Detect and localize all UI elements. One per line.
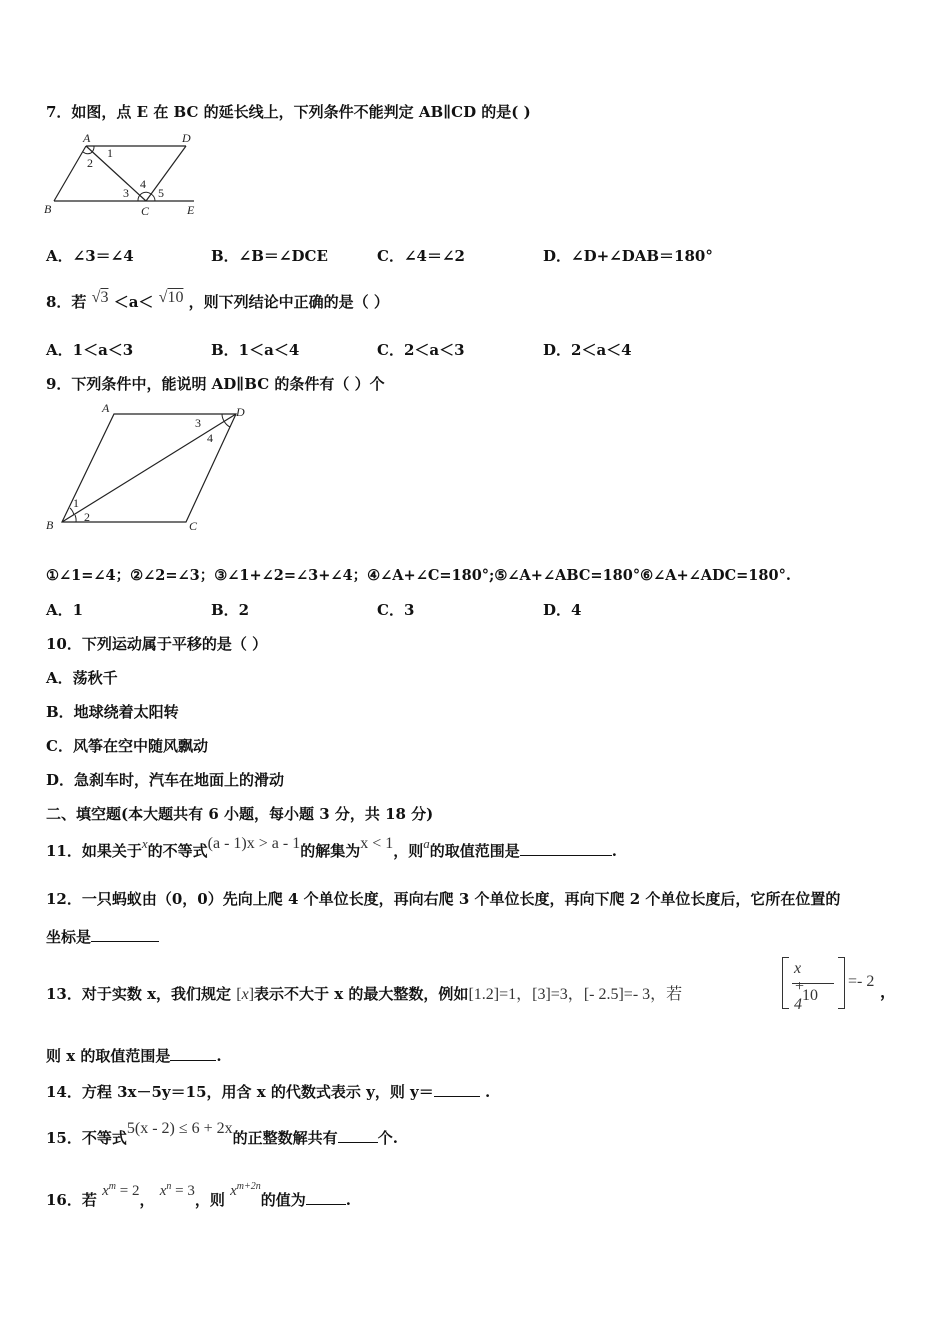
q13-line2: [46, 1046, 222, 1066]
q12-answer-blank[interactable]: [91, 927, 159, 942]
q7-arc-a: [91, 146, 94, 153]
q16-expr2-base: x: [159, 1183, 167, 1199]
q15-p1: 15．不等式: [46, 1129, 127, 1147]
q8-suffix: ，则下列结论中正确的是（ ）: [188, 293, 389, 311]
q13-line2-end: .: [216, 1047, 222, 1065]
q7-option-d[interactable]: D．∠D+∠DAB＝180°: [543, 247, 713, 265]
q13-answer-blank[interactable]: [170, 1046, 216, 1061]
q16-expr1-sup: m: [108, 1181, 117, 1192]
q7-option-b[interactable]: B．∠B＝∠DCE: [211, 247, 328, 265]
q8-sqrt10-radicand: 10: [167, 289, 184, 306]
q7-label-c: C: [141, 204, 150, 218]
q13-eq3: =- 3，若: [623, 986, 683, 1003]
q10-option-b[interactable]: B．地球绕着太阳转: [46, 703, 179, 721]
q8-lt: ＜a＜: [113, 293, 154, 311]
q7-label-e: E: [187, 203, 195, 217]
q11-p2: 的不等式: [147, 842, 208, 860]
q14-text: 14．方程 3x－5y＝15，用含 x 的代数式表示 y，则 y＝: [46, 1083, 434, 1101]
q9-label-b: B: [46, 518, 54, 532]
q9-arc-b2: [75, 515, 76, 522]
q12-line2-text: 坐标是: [46, 928, 92, 946]
q11-p4: ，则: [393, 842, 424, 860]
q16-p1: 16．若: [46, 1191, 97, 1209]
q11-var-x: x: [141, 836, 148, 851]
q13-ex1-val: 1.2: [473, 986, 494, 1003]
q7-label-b: B: [44, 202, 52, 216]
q7-angle-4: 4: [140, 177, 146, 191]
q12-line1: 12．一只蚂蚁由（0，0）先向上爬 4 个单位长度，再向右爬 3 个单位长度，再向下爬 2 个单位长度后，它所在位置的: [46, 890, 841, 908]
q7-line-ac: [86, 146, 146, 201]
q13-ex1: [1.2]: [468, 986, 500, 1003]
q15-p3: 个.: [377, 1129, 398, 1147]
q8-prefix: 8．若: [46, 293, 87, 311]
q9-label-c: C: [189, 519, 198, 533]
q7-label-a: A: [83, 131, 91, 145]
q7-line-dc: [146, 146, 186, 201]
q7-option-a[interactable]: A．∠3＝∠4: [46, 247, 134, 265]
q7-arc-c2: [151, 194, 155, 201]
q11-p1: 11．如果关于: [46, 842, 142, 860]
q11-solution: x < 1: [360, 835, 394, 852]
q7-stem: 7．如图，点 E 在 BC 的延长线上，下列条件不能判定 AB∥CD 的是( ): [46, 103, 531, 121]
q13-p2: 表示不大于 x 的最大整数，例如: [254, 985, 469, 1003]
q7-angle-3: 3: [123, 186, 129, 200]
q13-fraction-den: 10: [802, 987, 818, 1004]
q9-label-a: A: [102, 401, 110, 415]
q13-right-bracket: [838, 957, 845, 1009]
q16-expr1-rest: = 2: [116, 1183, 140, 1199]
q15-answer-blank[interactable]: [338, 1128, 378, 1143]
q13-fraction-num: x + 4: [794, 960, 805, 1013]
q9-option-d[interactable]: D．4: [543, 601, 582, 619]
q13-eq2: =3，: [550, 986, 584, 1003]
q16-answer-blank[interactable]: [306, 1190, 346, 1205]
q7-angle-5: 5: [158, 186, 164, 200]
q10-option-c[interactable]: C．风筝在空中随风飘动: [46, 737, 208, 755]
q9-arc-d2: [224, 421, 230, 427]
q8-option-d[interactable]: D．2＜a＜4: [543, 341, 632, 359]
q13-eq4: =- 2: [848, 973, 875, 990]
q16-expr3-sup: m+2n: [236, 1181, 261, 1192]
q16-comma1: ，: [139, 1191, 155, 1209]
q11-p5: 的取值范围是: [429, 842, 520, 860]
q12-line2: [46, 927, 159, 947]
q7-arc-a2: [83, 152, 91, 154]
q9-label-d: D: [236, 405, 245, 419]
q10-stem: 10．下列运动属于平移的是（ ）: [46, 635, 268, 653]
q13-eq1: =1，: [499, 986, 533, 1003]
q7-option-c[interactable]: C．∠4＝∠2: [377, 247, 465, 265]
q13-bracket-x: [x]: [236, 986, 255, 1003]
q13-line1: [46, 984, 682, 1005]
q8-sqrt10: √10: [158, 289, 184, 306]
q13-ex3: [- 2.5]: [583, 986, 624, 1003]
q16-p2: ，则: [194, 1191, 225, 1209]
q13-ex2: [3]: [532, 986, 551, 1003]
q8-option-a[interactable]: A．1＜a＜3: [46, 341, 134, 359]
q14-answer-blank[interactable]: [434, 1082, 480, 1097]
q13-ex2-val: 3: [537, 986, 546, 1003]
q9-stem: 9．下列条件中，能说明 AD∥BC 的条件有（ ）个: [46, 375, 385, 393]
q10-option-d[interactable]: D．急刹车时，汽车在地面上的滑动: [46, 771, 285, 789]
q16-p3: 的值为: [260, 1191, 306, 1209]
q14-end: .: [479, 1083, 491, 1101]
q13-comma: ，: [880, 982, 897, 1001]
q9-conditions: ①∠1=∠4；②∠2=∠3；③∠1+∠2=∠3+∠4；④∠A+∠C=180°;⑤∠A+∠ABC=180°⑥∠A+∠ADC=180°.: [46, 567, 791, 584]
q9-option-c[interactable]: C．3: [377, 601, 415, 619]
q13-p1: 13．对于实数 x，我们规定: [46, 985, 232, 1003]
q9-angle-2: 2: [84, 510, 90, 524]
q15-p2: 的正整数解共有: [232, 1129, 338, 1147]
q13-left-bracket: [782, 957, 789, 1009]
q14: [46, 1082, 490, 1102]
q16-expr1-base: x: [102, 1183, 109, 1199]
q11: [46, 835, 618, 862]
q9-figure: [44, 402, 264, 542]
q16-expr2-sup: n: [166, 1181, 172, 1192]
q9-option-a[interactable]: A．1: [46, 601, 84, 619]
q9-arc-d: [222, 414, 224, 421]
q16-end: .: [345, 1191, 352, 1209]
q11-answer-blank[interactable]: [520, 841, 612, 856]
q8-sqrt3-radicand: 3: [100, 289, 109, 306]
q8-option-c[interactable]: C．2＜a＜3: [377, 341, 465, 359]
q11-end: .: [611, 842, 618, 860]
q13-line2-text: 则 x 的取值范围是: [46, 1047, 171, 1065]
q13-ex3-val: - 2.5: [589, 986, 619, 1003]
q11-p3: 的解集为: [300, 842, 361, 860]
q7-angle-2: 2: [87, 156, 93, 170]
q11-inequality: (a - 1)x > a - 1: [207, 835, 301, 852]
q16-expr2-rest: = 3: [171, 1183, 195, 1199]
q7-line-ab: [54, 146, 86, 201]
q9-angle-1: 1: [73, 496, 79, 510]
q15-inequality: 5(x - 2) ≤ 6 + 2x: [126, 1120, 233, 1137]
q16-expr3-base: x: [230, 1183, 237, 1199]
q11-var-a: a: [423, 836, 430, 851]
q10-option-a[interactable]: A．荡秋千: [46, 669, 118, 687]
q8-stem: [46, 289, 389, 313]
q9-angle-3: 3: [195, 416, 201, 430]
q7-label-d: D: [182, 131, 191, 145]
q16-expr2: [160, 1183, 195, 1199]
q13-bracket-x-val: x: [241, 986, 249, 1003]
q8-sqrt3: √3: [91, 289, 109, 306]
q13-fraction-bar: [792, 983, 834, 984]
q9-angle-4: 4: [207, 431, 213, 445]
q16-expr1: [102, 1183, 139, 1199]
q8-option-b[interactable]: B．1＜a＜4: [211, 341, 300, 359]
q7-figure: [44, 130, 204, 220]
q16-expr3: [230, 1183, 261, 1199]
section2-heading: 二、填空题(本大题共有 6 小题，每小题 3 分，共 18 分): [46, 805, 434, 823]
q15: [46, 1120, 398, 1149]
q7-angle-1: 1: [107, 146, 113, 160]
q16: [46, 1181, 352, 1211]
q9-option-b[interactable]: B．2: [211, 601, 250, 619]
